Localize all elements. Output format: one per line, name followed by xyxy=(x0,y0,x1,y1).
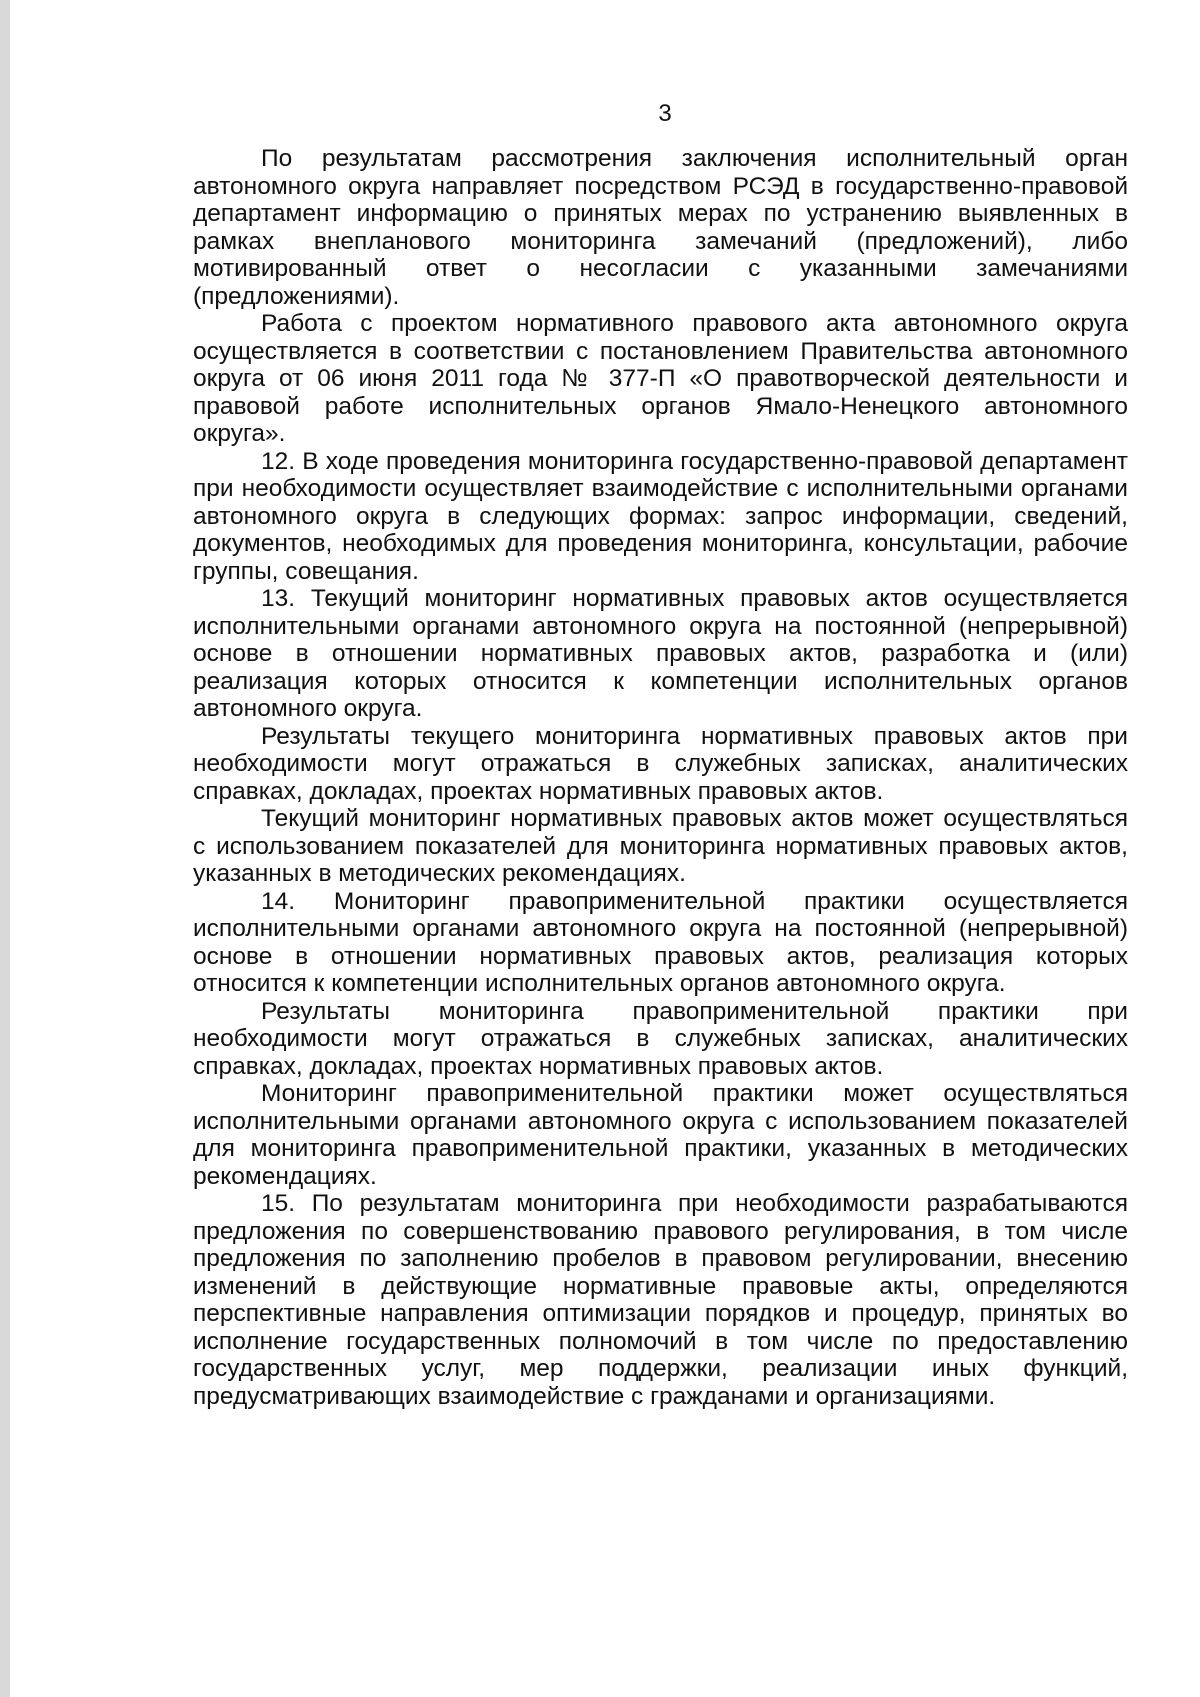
page-number: 3 xyxy=(658,100,672,127)
paragraph-item-15: 15. По результатам мониторинга при необходимости разрабатываются предложения по совершенствованию правового регулирования, в том числе предложения по заполнению пробелов в правовом регулировании, внесению изменений в действующие нормативные правовые акты, определяются перспективные направления оптимизации порядков и процедур, принятых во исполнение государственных полномочий в том числе по предоставлению государственных услуг, мер поддержки, реализации иных функций, предусматривающих взаимодействие с гражданами и организациями. xyxy=(193,1190,1128,1410)
paragraph-item-14: 14. Мониторинг правоприменительной практики осуществляется исполнительными органами автономного округа на постоянной (непрерывной) основе в отношении нормативных правовых актов, реализация которых относится к компетенции исполнительных органов автономного округа. xyxy=(193,887,1128,997)
paragraph-current-monitoring-indicators: Текущий мониторинг нормативных правовых актов может осуществляться с использованием показателей для мониторинга нормативных правовых актов, указанных в методических рекомендациях. xyxy=(193,805,1128,887)
paragraph-review-response: По результатам рассмотрения заключения исполнительный орган автономного округа направляет посредством РСЭД в государственно-правовой департамент информацию о принятых мерах по устранению выявленных в рамках внепланового мониторинга замечаний (предложений), либо мотивированный ответ о несогласии с указанными замечаниями (предложениями). xyxy=(193,145,1128,310)
paragraph-practice-monitoring-indicators: Мониторинг правоприменительной практики может осуществляться исполнительными органами автономного округа с использованием показателей для мониторинга правоприменительной практики, указанных в методических рекомендациях. xyxy=(193,1080,1128,1190)
paragraph-draft-act-work: Работа с проектом нормативного правового акта автономного округа осуществляется в соответствии с постановлением Правительства автономного округа от 06 июня 2011 года № 377-П «О правотворческой деятельности и правовой работе исполнительных органов Ямало-Ненецкого автономного округа». xyxy=(193,310,1128,447)
paragraph-current-monitoring-results: Результаты текущего мониторинга нормативных правовых актов при необходимости могут отражаться в служебных записках, аналитических справках, докладах, проектах нормативных правовых актов. xyxy=(193,722,1128,805)
document-body xyxy=(193,145,1128,1410)
paragraph-item-13: 13. Текущий мониторинг нормативных правовых актов осуществляется исполнительными органами автономного округа на постоянной (непрерывной) основе в отношении нормативных правовых актов, разработка и (или) реализация которых относится к компетенции исполнительных органов автономного округа. xyxy=(193,585,1128,722)
scan-left-edge xyxy=(0,0,10,1697)
paragraph-practice-monitoring-results: Результаты мониторинга правоприменительной практики при необходимости могут отражаться в служебных записках, аналитических справках, докладах, проектах нормативных правовых актов. xyxy=(193,997,1128,1080)
paragraph-item-12: 12. В ходе проведения мониторинга государственно-правовой департамент при необходимости осуществляет взаимодействие с исполнительными органами автономного округа в следующих формах: запрос информации, сведений, документов, необходимых для проведения мониторинга, консультации, рабочие группы, совещания. xyxy=(193,447,1128,585)
